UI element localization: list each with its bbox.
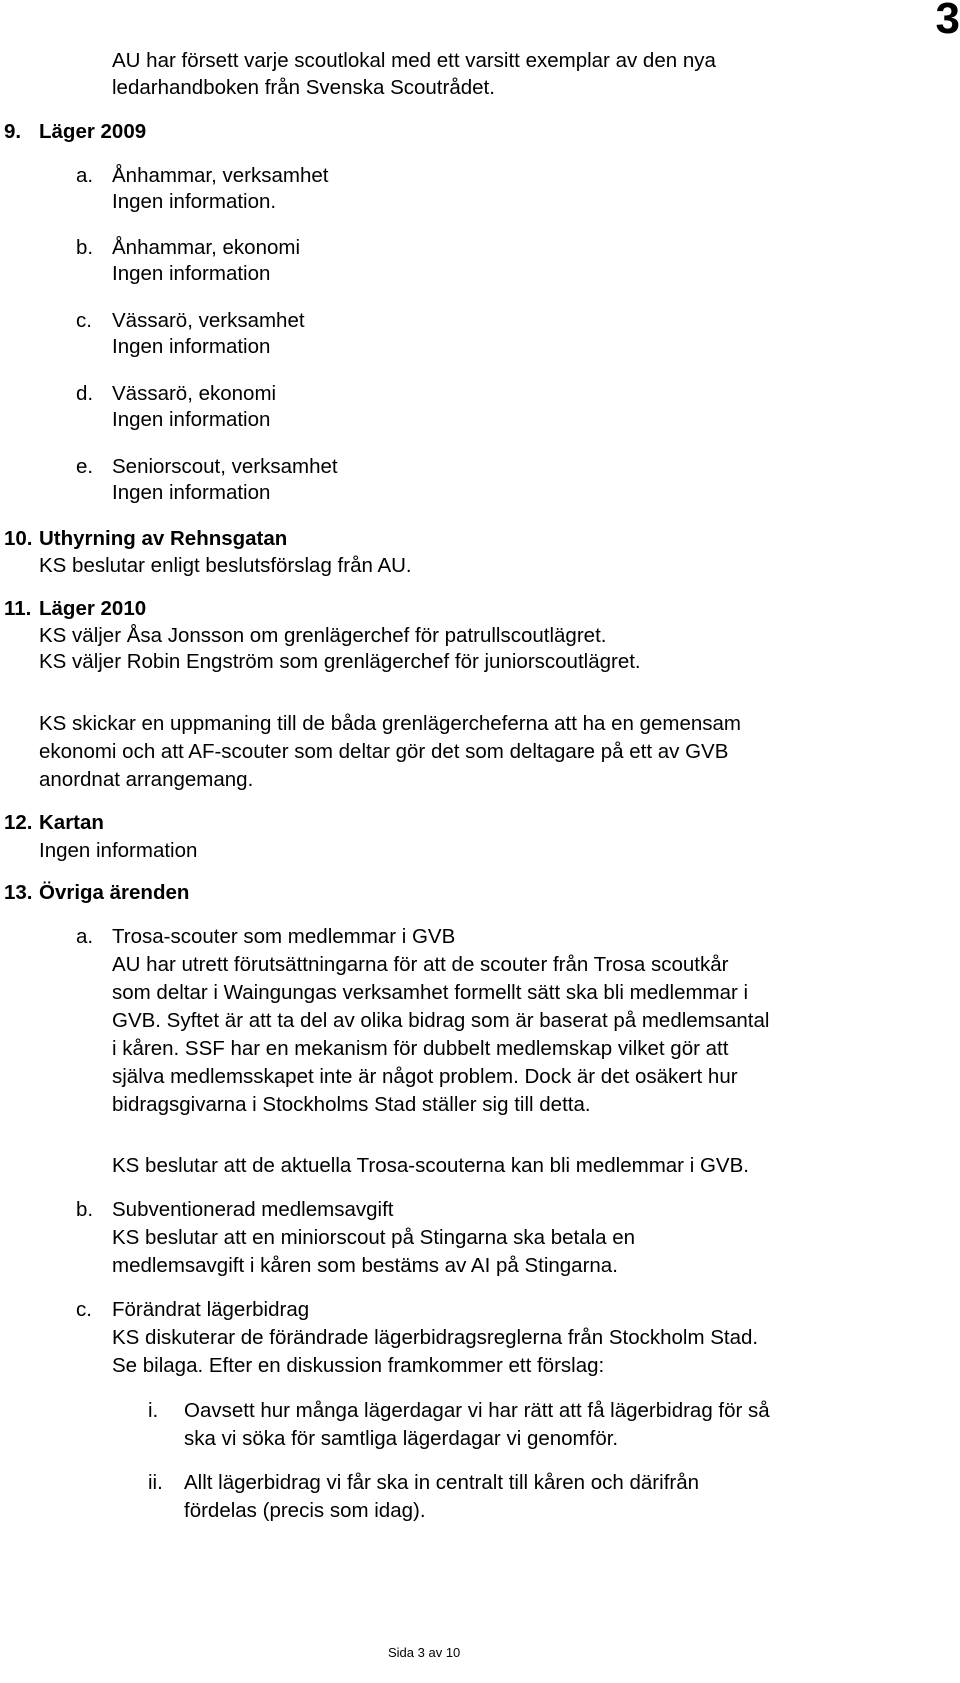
decision-text: KS beslutar att de aktuella Trosa-scouterna kan bli medlemmar i GVB. bbox=[112, 1154, 749, 1177]
section-13-title: Övriga ärenden bbox=[39, 881, 190, 904]
list-item-letter: d. bbox=[76, 382, 94, 405]
list-item-text: Ingen information bbox=[112, 408, 271, 431]
intro-line: ledarhandboken från Svenska Scoutrådet. bbox=[112, 76, 495, 99]
section-9-number: 9. bbox=[4, 120, 22, 143]
section-10-title: Uthyrning av Rehnsgatan bbox=[39, 527, 288, 550]
page-footer: Sida 3 av 10 bbox=[388, 1645, 461, 1660]
sublist-item-text: Oavsett hur många lägerdagar vi har rätt att få lägerbidrag för så bbox=[184, 1399, 770, 1422]
section-12-title: Kartan bbox=[39, 811, 104, 834]
sublist-item-text: ska vi söka för samtliga lägerdagar vi genomför. bbox=[184, 1427, 619, 1450]
section-11-text: KS väljer Robin Engström som grenlägerchef för juniorscoutlägret. bbox=[39, 650, 641, 673]
list-item-letter: e. bbox=[76, 455, 94, 478]
list-item-text: medlemsavgift i kåren som bestäms av AI på Stingarna. bbox=[112, 1254, 618, 1277]
list-item-text: AU har utrett förutsättningarna för att de scouter från Trosa scoutkår bbox=[112, 953, 729, 976]
sublist-item-number: ii. bbox=[148, 1471, 163, 1494]
list-item-title: Ånhammar, ekonomi bbox=[112, 236, 301, 259]
list-item-text: själva medlemsskapet inte är något problem. Dock är det osäkert hur bbox=[112, 1065, 738, 1088]
page-number: 3 bbox=[935, 0, 960, 43]
list-item-text: Ingen information bbox=[112, 262, 271, 285]
sublist-item-text: fördelas (precis som idag). bbox=[184, 1499, 426, 1522]
section-11-title: Läger 2010 bbox=[39, 597, 147, 620]
list-item-text: Se bilaga. Efter en diskussion framkommer ett förslag: bbox=[112, 1354, 605, 1377]
list-item-text: GVB. Syftet är att ta del av olika bidrag som är baserat på medlemsantal bbox=[112, 1009, 770, 1032]
list-item-title: Förändrat lägerbidrag bbox=[112, 1298, 310, 1321]
section-11-paragraph: ekonomi och att AF-scouter som deltar gör det som deltagare på ett av GVB bbox=[39, 740, 729, 763]
list-item-text: i kåren. SSF har en mekanism för dubbelt medlemskap vilket gör att bbox=[112, 1037, 729, 1060]
list-item-text: Ingen information. bbox=[112, 190, 277, 213]
list-item-letter: b. bbox=[76, 236, 94, 259]
list-item-letter: c. bbox=[76, 1298, 92, 1321]
section-11-paragraph: anordnat arrangemang. bbox=[39, 768, 254, 791]
list-item-letter: c. bbox=[76, 309, 92, 332]
section-11-text: KS väljer Åsa Jonsson om grenlägerchef för patrullscoutlägret. bbox=[39, 624, 607, 647]
list-item-text: bidragsgivarna i Stockholms Stad ställer sig till detta. bbox=[112, 1093, 591, 1116]
list-item-letter: a. bbox=[76, 164, 94, 187]
section-13-number: 13. bbox=[4, 881, 33, 904]
section-9-title: Läger 2009 bbox=[39, 120, 147, 143]
list-item-text: Ingen information bbox=[112, 481, 271, 504]
list-item-text: som deltar i Waingungas verksamhet formellt sätt ska bli medlemmar i bbox=[112, 981, 749, 1004]
list-item-letter: b. bbox=[76, 1198, 94, 1221]
list-item-text: Ingen information bbox=[112, 335, 271, 358]
section-12-number: 12. bbox=[4, 811, 33, 834]
list-item-title: Trosa-scouter som medlemmar i GVB bbox=[112, 925, 456, 948]
list-item-title: Ånhammar, verksamhet bbox=[112, 164, 329, 187]
sublist-item-number: i. bbox=[148, 1399, 159, 1422]
list-item-letter: a. bbox=[76, 925, 94, 948]
list-item-text: KS diskuterar de förändrade lägerbidragsreglerna från Stockholm Stad. bbox=[112, 1326, 759, 1349]
section-12-text: Ingen information bbox=[39, 839, 198, 862]
section-10-text: KS beslutar enligt beslutsförslag från AU. bbox=[39, 554, 412, 577]
list-item-title: Subventionerad medlemsavgift bbox=[112, 1198, 394, 1221]
intro-line: AU har försett varje scoutlokal med ett varsitt exemplar av den nya bbox=[112, 49, 716, 72]
list-item-title: Vässarö, ekonomi bbox=[112, 382, 277, 405]
section-11-number: 11. bbox=[4, 597, 32, 620]
sublist-item-text: Allt lägerbidrag vi får ska in centralt till kåren och därifrån bbox=[184, 1471, 700, 1494]
section-10-number: 10. bbox=[4, 527, 33, 550]
section-11-paragraph: KS skickar en uppmaning till de båda grenlägercheferna att ha en gemensam bbox=[39, 712, 741, 735]
list-item-text: KS beslutar att en miniorscout på Stingarna ska betala en bbox=[112, 1226, 636, 1249]
list-item-title: Seniorscout, verksamhet bbox=[112, 455, 338, 478]
list-item-title: Vässarö, verksamhet bbox=[112, 309, 305, 332]
